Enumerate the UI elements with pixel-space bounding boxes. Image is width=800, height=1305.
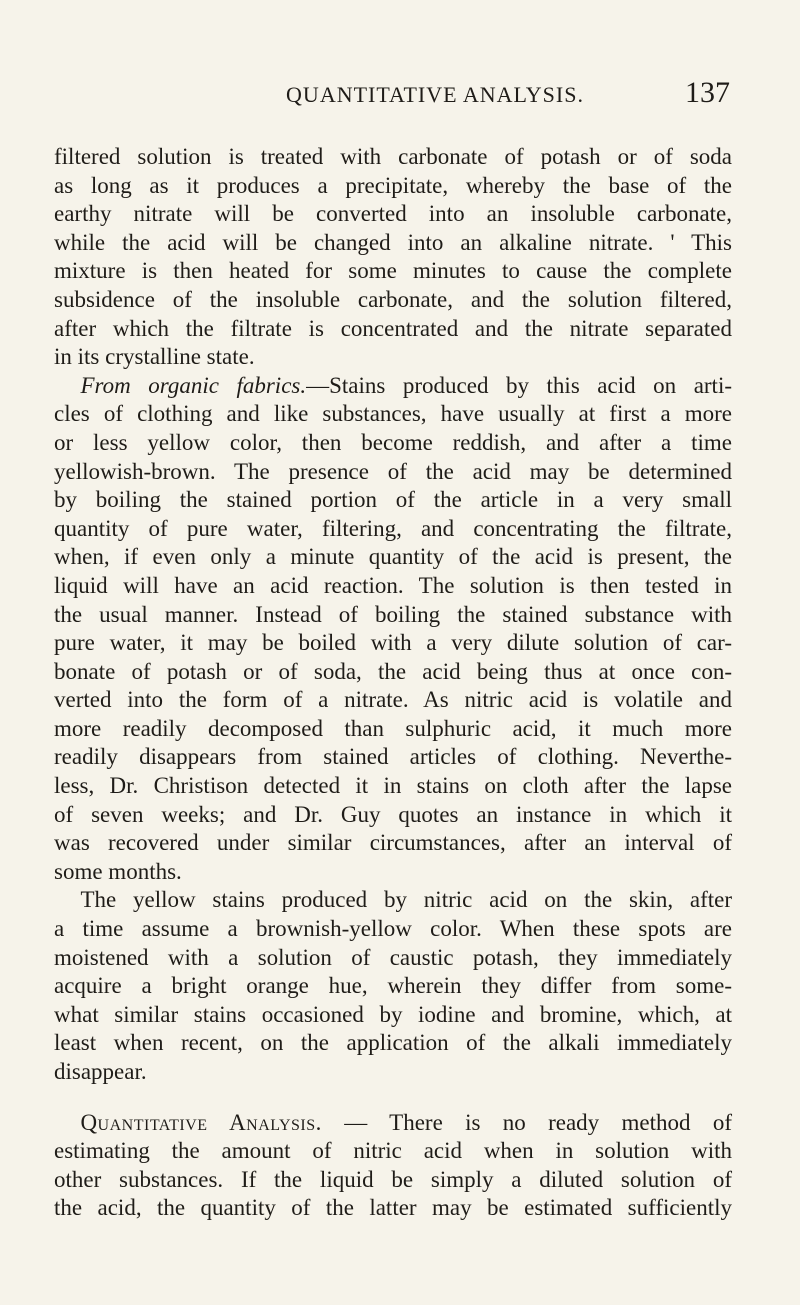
text-line: more readily decomposed than sulphuric acid, it much more: [54, 715, 732, 741]
text-line: cles of clothing and like substances, have usually at first a more: [54, 401, 732, 427]
text-line: yellowish-brown. The presence of the acid may be determined: [54, 458, 732, 484]
paragraph-filtered-solution: [54, 143, 732, 372]
text-line: verted into the form of a nitrate. As nitric acid is volatile and: [54, 687, 732, 713]
text-line: mixture is then heated for some minutes to cause the complete: [54, 258, 732, 284]
text-line: other substances. If the liquid be simply a diluted solution of: [54, 1166, 732, 1192]
text-line: while the acid will be changed into an alkaline nitrate. ' This: [54, 229, 732, 255]
text-fragment: —Stains produced by this acid on arti-: [306, 372, 732, 398]
running-title: QUANTITATIVE ANALYSIS.: [286, 82, 584, 107]
section-heading-quantitative-analysis: Quantitative Analysis.: [80, 1109, 322, 1135]
text-line: subsidence of the insoluble carbonate, and the solution filtered,: [54, 286, 732, 312]
text-line: quantity of pure water, filtering, and concentrating the filtrate,: [54, 515, 732, 541]
text-line: filtered solution is treated with carbonate of potash or of soda: [54, 144, 732, 169]
text-line: the acid, the quantity of the latter may be estimated sufficiently: [54, 1195, 732, 1221]
text-line: bonate of potash or of soda, the acid being thus at once con-: [54, 658, 732, 684]
text-line: as long as it produces a precipitate, whereby the base of the: [54, 172, 732, 198]
text-line: The yellow stains produced by nitric acid on the skin, after: [80, 887, 732, 913]
text-line: earthy nitrate will be converted into an insoluble carbonate,: [54, 201, 732, 227]
text-line: pure water, it may be boiled with a very dilute solution of car-: [54, 630, 732, 656]
section-heading-organic-fabrics: From organic fabrics.: [80, 372, 307, 398]
text-line: readily disappears from stained articles of clothing. Neverthe-: [54, 744, 732, 770]
text-line: in its crystalline state.: [54, 344, 255, 370]
text-fragment: — There is no ready method of: [321, 1109, 732, 1135]
paragraph-yellow-stains: [54, 886, 732, 1086]
text-line: the usual manner. Instead of boiling the stained substance with: [54, 601, 732, 627]
text-line: liquid will have an acid reaction. The solution is then tested in: [54, 572, 732, 598]
page-body: [54, 143, 732, 1223]
text-line: moistened with a solution of caustic potash, they immediately: [54, 944, 732, 970]
text-line: disappear.: [54, 1059, 147, 1084]
page-number: 137: [685, 76, 730, 109]
text-line: acquire a bright orange hue, wherein they differ from some-: [54, 973, 732, 999]
text-line: of seven weeks; and Dr. Guy quotes an instance in which it: [54, 801, 732, 827]
text-line: what similar stains occasioned by iodine and bromine, which, at: [54, 1001, 732, 1027]
text-line: was recovered under similar circumstances, after an interval of: [54, 830, 732, 856]
text-line: estimating the amount of nitric acid when in solution with: [54, 1138, 732, 1164]
text-line: least when recent, on the application of the alkali immediately: [54, 1030, 732, 1056]
text-line: [54, 372, 732, 401]
text-line: or less yellow color, then become reddish, and after a time: [54, 429, 732, 455]
text-line: less, Dr. Christison detected it in stains on cloth after the lapse: [54, 773, 732, 799]
text-line: [54, 1109, 732, 1138]
page-header: [140, 76, 730, 116]
text-line: after which the filtrate is concentrated and the nitrate separated: [54, 315, 732, 341]
paragraph-organic-fabrics: [54, 372, 732, 887]
text-line: by boiling the stained portion of the article in a very small: [54, 487, 732, 513]
text-line: a time assume a brownish-yellow color. When these spots are: [54, 916, 732, 942]
text-line: when, if even only a minute quantity of the acid is present, the: [54, 544, 732, 570]
text-line: some months.: [54, 858, 182, 884]
paragraph-quantitative-analysis: [54, 1109, 732, 1223]
